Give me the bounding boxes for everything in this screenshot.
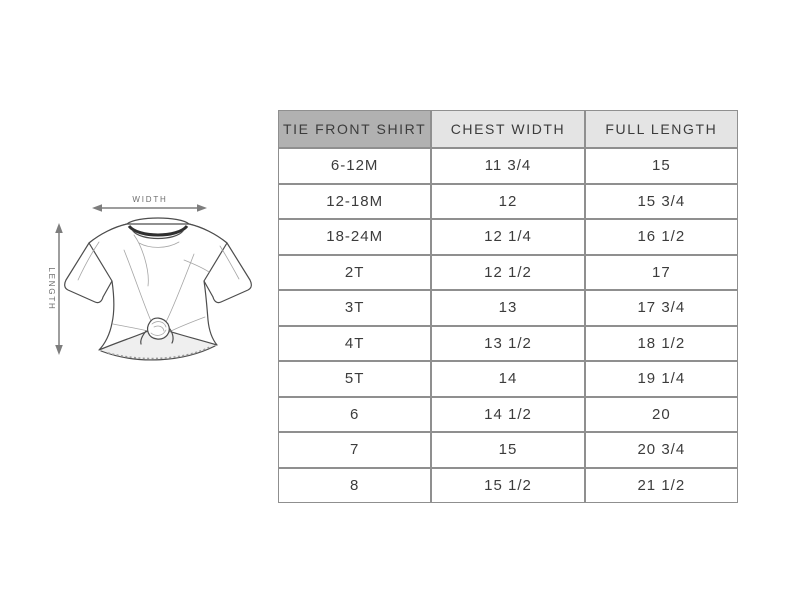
table-row: [278, 432, 738, 468]
table-row: [278, 397, 738, 433]
header-chest-width: CHEST WIDTH: [431, 110, 584, 148]
header-full-length: FULL LENGTH: [585, 110, 738, 148]
length-arrowhead-top: [55, 223, 63, 233]
full-length-cell: 21 1/2: [585, 468, 738, 504]
width-arrowhead-left: [92, 204, 102, 212]
full-length-cell: 15: [585, 148, 738, 184]
size-cell: 5T: [278, 361, 431, 397]
table-row: [278, 326, 738, 362]
chest-width-cell: 11 3/4: [431, 148, 584, 184]
chest-width-cell: 14: [431, 361, 584, 397]
size-cell: 3T: [278, 290, 431, 326]
chest-width-cell: 14 1/2: [431, 397, 584, 433]
full-length-cell: 19 1/4: [585, 361, 738, 397]
table-row: [278, 468, 738, 504]
table-row: [278, 184, 738, 220]
chest-width-cell: 13 1/2: [431, 326, 584, 362]
size-cell: 2T: [278, 255, 431, 291]
width-arrowhead-right: [197, 204, 207, 212]
width-dimension-arrow: [92, 195, 207, 212]
chest-width-cell: 12: [431, 184, 584, 220]
full-length-cell: 17: [585, 255, 738, 291]
table-row: [278, 361, 738, 397]
chest-width-cell: 15: [431, 432, 584, 468]
full-length-cell: 20 3/4: [585, 432, 738, 468]
full-length-cell: 16 1/2: [585, 219, 738, 255]
size-table: [278, 110, 738, 503]
full-length-cell: 20: [585, 397, 738, 433]
tie-front-shirt-illustration: [38, 190, 268, 375]
length-arrowhead-bottom: [55, 345, 63, 355]
full-length-cell: 18 1/2: [585, 326, 738, 362]
chest-width-cell: 12 1/2: [431, 255, 584, 291]
shirt-sketch: [65, 218, 252, 361]
size-cell: 18-24M: [278, 219, 431, 255]
length-label: LENGTH: [47, 267, 56, 311]
header-row: [278, 110, 738, 148]
size-cell: 6: [278, 397, 431, 433]
table-row: [278, 290, 738, 326]
width-label: WIDTH: [132, 195, 168, 204]
size-cell: 4T: [278, 326, 431, 362]
chest-width-cell: 12 1/4: [431, 219, 584, 255]
table-row: [278, 219, 738, 255]
chest-width-cell: 13: [431, 290, 584, 326]
size-cell: 6-12M: [278, 148, 431, 184]
full-length-cell: 17 3/4: [585, 290, 738, 326]
size-cell: 8: [278, 468, 431, 504]
chest-width-cell: 15 1/2: [431, 468, 584, 504]
size-cell: 12-18M: [278, 184, 431, 220]
table-row: [278, 255, 738, 291]
full-length-cell: 15 3/4: [585, 184, 738, 220]
table-row: [278, 148, 738, 184]
size-cell: 7: [278, 432, 431, 468]
header-size-column: TIE FRONT SHIRT: [278, 110, 431, 148]
length-dimension-arrow: [47, 223, 63, 355]
